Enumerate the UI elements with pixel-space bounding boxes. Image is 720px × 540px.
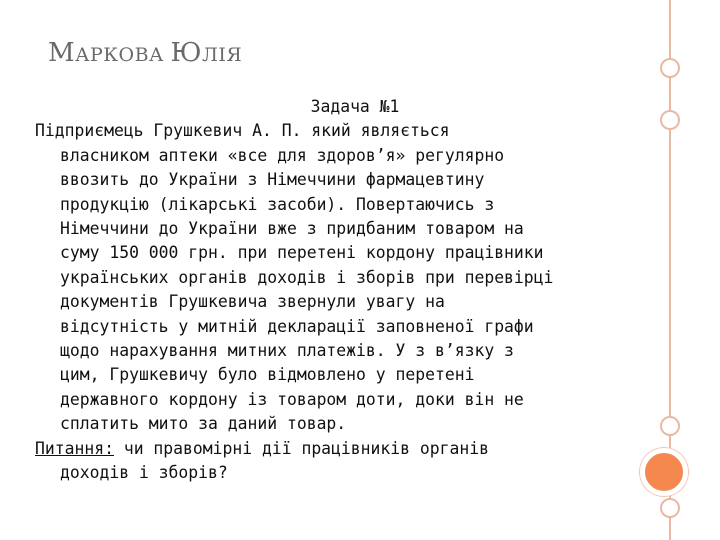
body-line: ввозить до України з Німеччини фармацевтину bbox=[60, 170, 485, 190]
task-body bbox=[35, 119, 635, 436]
decorative-circle bbox=[660, 110, 680, 130]
body-line: відсутність у митній декларації заповненої графи bbox=[60, 316, 534, 336]
body-line: сплатить мито за даний товар. bbox=[60, 414, 347, 434]
body-line: щодо нарахування митних платежів. У з в’язку з bbox=[60, 341, 514, 361]
header-rest-2: ЛІЯ bbox=[202, 44, 243, 66]
body-line: цим, Грушкевичу було відмовлено у перетені bbox=[60, 365, 475, 385]
header-rest-1: АРКОВА bbox=[75, 44, 171, 66]
decorative-circle bbox=[660, 416, 680, 436]
author-header bbox=[48, 38, 242, 68]
decorative-circle bbox=[660, 498, 680, 518]
task-title: Задача №1 bbox=[310, 97, 400, 116]
question-label: Питання: bbox=[35, 438, 114, 458]
body-line: власником аптеки «все для здоров’я» регулярно bbox=[60, 145, 505, 165]
body-line: українських органів доходів і зборів при перевірці bbox=[60, 267, 554, 287]
body-line: Підприємець Грушкевич А. П. який являється bbox=[35, 121, 450, 141]
body-line: державного кордону із товаром доти, доки він не bbox=[60, 389, 524, 409]
task-content bbox=[35, 95, 635, 486]
header-cap-2: Ю bbox=[170, 38, 203, 68]
question-line: доходів і зборів? bbox=[60, 463, 228, 483]
header-cap-1: М bbox=[48, 38, 76, 68]
body-line: документів Грушкевича звернули увагу на bbox=[60, 292, 445, 312]
decorative-accent-circle bbox=[640, 448, 688, 496]
task-question bbox=[35, 437, 635, 486]
body-line: продукцію (лікарські засоби). Повертаючись з bbox=[60, 194, 495, 214]
body-line: суму 150 000 грн. при перетені кордону працівники bbox=[60, 243, 544, 263]
decorative-circle bbox=[660, 58, 680, 78]
question-line: чи правомірні дії працівників органів bbox=[113, 438, 489, 458]
body-line: Німеччини до України вже з придбаним товаром на bbox=[60, 219, 524, 239]
